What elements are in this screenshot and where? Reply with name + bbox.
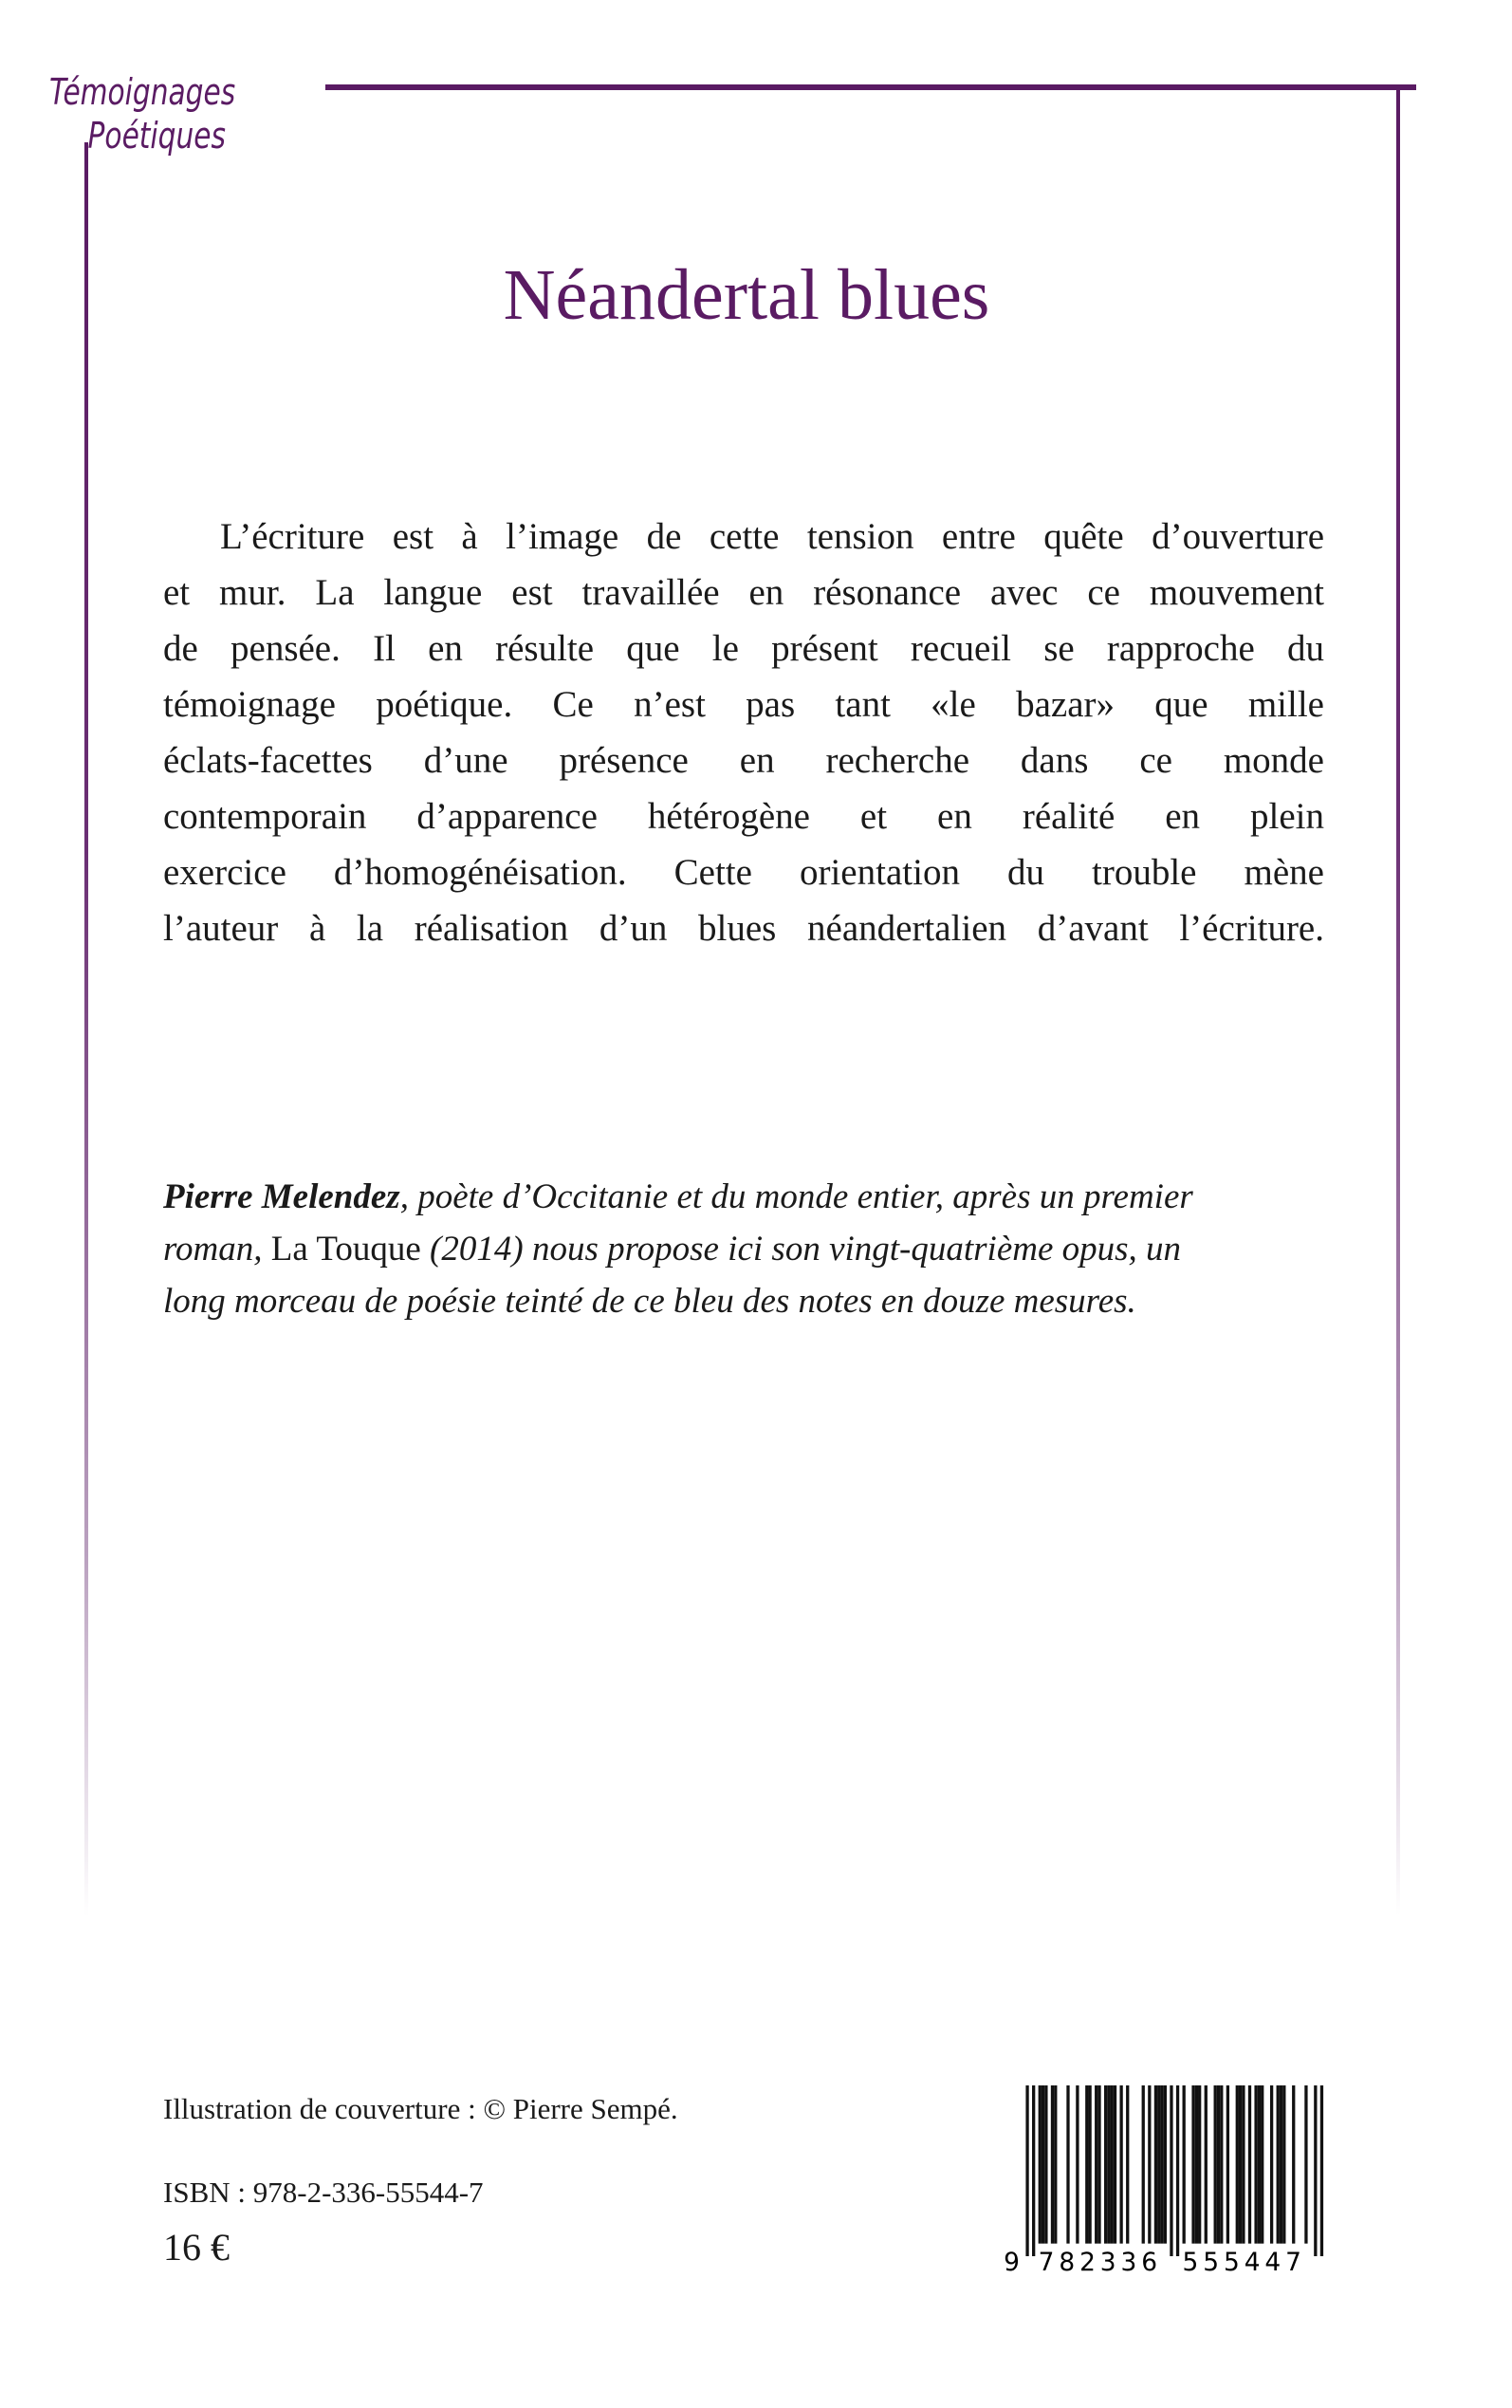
barcode-digits-left: 782336 [1038,2247,1158,2275]
barcode-bar [1032,2085,1035,2256]
barcode-bar [1126,2085,1129,2244]
barcode-bar [1066,2085,1069,2244]
blurb-line: éclats-facettes d’une présence en recherche dans ce monde [163,740,1324,781]
cover-credit: Illustration de couverture : © Pierre Sempé. [163,2092,678,2125]
barcode-bar [1154,2085,1157,2244]
barcode-bar [1195,2085,1198,2244]
barcode-bar [1176,2085,1179,2256]
blurb-line: de pensée. Il en résulte que le présent recueil se rapproche du [163,628,1324,669]
author-bio-text: (2014) nous propose ici son vingt-quatrième opus, un [420,1230,1182,1269]
price: 16 € [163,2226,230,2269]
barcode-bar [1095,2085,1097,2244]
barcode-bar [1314,2085,1317,2256]
blurb-line: témoignage poétique. Ce n’est pas tant «le bazar» que mille [163,684,1324,725]
frame-right-rule [1396,84,1400,1916]
barcode-bar [1282,2085,1285,2244]
blurb-line: exercice d’homogénéisation. Cette orientation du trouble mène [163,852,1324,893]
blurb-line: contemporain d’apparence hétérogène et en réalité en plein [163,796,1324,837]
previous-book-title: La Touque [270,1230,421,1269]
barcode-bar [1157,2085,1160,2244]
author-name: Pierre Melendez [163,1177,400,1216]
barcode-bar [1226,2085,1229,2244]
barcode-bar [1142,2085,1145,2244]
barcode-bar [1039,2085,1042,2244]
barcode-bar [1114,2085,1116,2244]
barcode-bar [1148,2085,1151,2244]
author-bio-text: , poète d’Occitanie et du monde entier, après un premier [399,1177,1193,1216]
barcode-bar [1320,2085,1323,2256]
barcode-bar [1205,2085,1208,2244]
barcode-bar [1097,2085,1100,2244]
author-bio-text: roman, [163,1230,271,1269]
barcode-digits-right: 555447 [1182,2247,1301,2275]
barcode-bar [1304,2085,1307,2244]
barcode-bar [1191,2085,1194,2244]
blurb-line: et mur. La langue est travaillée en résonance avec ce mouvement [163,572,1324,613]
barcode-bar [1248,2085,1251,2244]
frame-top-rule [325,84,1416,90]
barcode-bar [1261,2085,1263,2244]
barcode-bar [1242,2085,1245,2244]
barcode-bar [1042,2085,1044,2244]
barcode-bar [1025,2085,1028,2256]
series-logo-line1: Témoignages [49,71,236,113]
barcode-bar [1198,2085,1201,2244]
barcode-bar [1111,2085,1114,2244]
barcode-bar [1254,2085,1257,2244]
author-bio [163,1171,1193,1327]
barcode-bar [1076,2085,1079,2244]
blurb-line: l’auteur à la réalisation d’un blues néandertalien d’avant l’écriture. [163,908,1324,949]
book-title: Néandertal blues [503,255,990,335]
barcode-bar [1217,2085,1220,2244]
frame-left-rule [84,142,88,1917]
barcode-digit-first: 9 [1004,2247,1020,2275]
barcode-bar [1164,2085,1167,2244]
barcode-bar [1277,2085,1280,2244]
series-logo-line2: Poétiques [87,115,226,157]
barcode-bar [1051,2085,1054,2244]
barcode-bar [1270,2085,1273,2244]
barcode-bar [1088,2085,1091,2244]
barcode-bar [1258,2085,1261,2244]
barcode-bar [1107,2085,1110,2244]
barcode-bar [1170,2085,1172,2256]
barcode-bar [1239,2085,1242,2244]
barcode-bar [1160,2085,1163,2244]
barcode [1001,2085,1333,2275]
barcode-bar [1104,2085,1107,2244]
blurb-line: L’écriture est à l’image de cette tension entre quête d’ouverture [220,516,1324,557]
author-bio-text: long morceau de poésie teinté de ce bleu des notes en douze mesures. [163,1282,1136,1321]
blurb-paragraph [163,509,1324,956]
barcode-bar [1085,2085,1088,2244]
barcode-bar [1044,2085,1047,2244]
barcode-bar [1292,2085,1295,2244]
barcode-bar [1119,2085,1122,2244]
barcode-bar [1280,2085,1282,2244]
barcode-bar [1183,2085,1186,2244]
barcode-bar [1054,2085,1057,2244]
barcode-bar [1220,2085,1223,2244]
barcode-bar [1214,2085,1217,2244]
series-logo [49,70,235,157]
isbn: ISBN : 978-2-336-55544-7 [163,2176,484,2209]
barcode-bar [1236,2085,1239,2244]
